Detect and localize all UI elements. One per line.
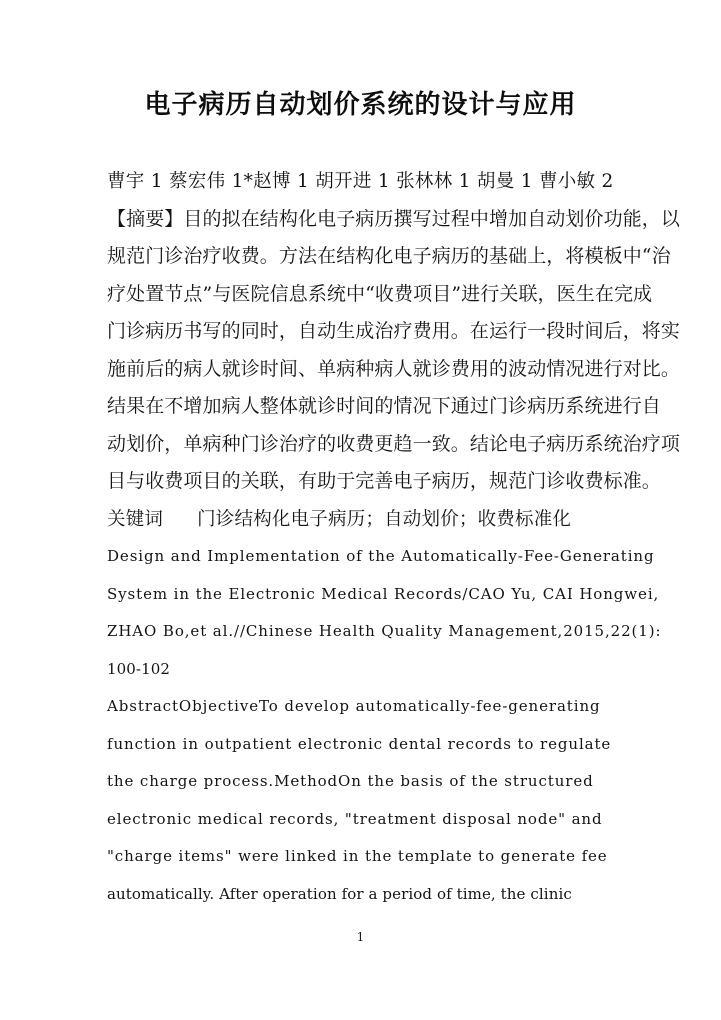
citation-en-line: Design and Implementation of the Automatically-Fee-Generating xyxy=(107,547,655,565)
abstract-cn-line: 规范门诊治疗收费。方法在结构化电子病历的基础上，将模板中“治 xyxy=(107,245,671,267)
abstract-en-line: the charge process.MethodOn the basis of the structured xyxy=(107,772,594,790)
abstract-cn-line: 【摘要】目的拟在结构化电子病历撰写过程中增加自动划价功能，以 xyxy=(107,207,681,230)
abstract-en-line: AbstractObjectiveTo develop automatically-fee-generating xyxy=(107,697,601,715)
abstract-cn-line: 疗处置节点”与医院信息系统中“收费项目”进行关联，医生在完成 xyxy=(107,282,653,305)
abstract-en-line: electronic medical records, "treatment disposal node" and xyxy=(107,809,603,828)
author-line: 曹宇 1 蔡宏伟 1*赵博 1 胡开进 1 张林林 1 胡曼 1 曹小敏 2 xyxy=(107,171,614,192)
abstract-en-line: automatically. After operation for a period of time, the clinic xyxy=(107,884,572,903)
abstract-cn-line: 结果在不增加病人整体就诊时间的情况下通过门诊病历系统进行自 xyxy=(107,395,661,417)
abstract-cn-line: 动划价，单病种门诊治疗的收费更趋一致。结论电子病历系统治疗项 xyxy=(107,432,681,455)
abstract-cn-line: 目与收费项目的关联，有助于完善电子病历，规范门诊收费标准。 xyxy=(107,470,661,492)
keywords-value: 门诊结构化电子病历；自动划价；收费标准化 xyxy=(197,508,572,530)
document-body xyxy=(107,163,681,913)
citation-en-line: 100-102 xyxy=(107,659,171,678)
abstract-cn-line: 施前后的病人就诊时间、单病种病人就诊费用的波动情况进行对比。 xyxy=(107,357,681,380)
citation-en-line: System in the Electronic Medical Records/CAO Yu, CAI Hongwei, xyxy=(107,584,660,603)
keywords-label: 关键词 xyxy=(107,508,164,530)
page-title: 电子病历自动划价系统的设计与应用 xyxy=(144,90,577,120)
abstract-en-line: function in outpatient electronic dental records to regulate xyxy=(107,734,612,753)
abstract-en-line: "charge items" were linked in the template to generate fee xyxy=(107,847,608,865)
keywords-line xyxy=(107,501,615,539)
abstract-cn-line: 门诊病历书写的同时，自动生成治疗费用。在运行一段时间后，将实 xyxy=(107,320,681,342)
citation-en-line: ZHAO Bo,et al.//Chinese Health Quality Management,2015,22(1): xyxy=(107,622,662,640)
page-number: 1 xyxy=(356,930,365,944)
